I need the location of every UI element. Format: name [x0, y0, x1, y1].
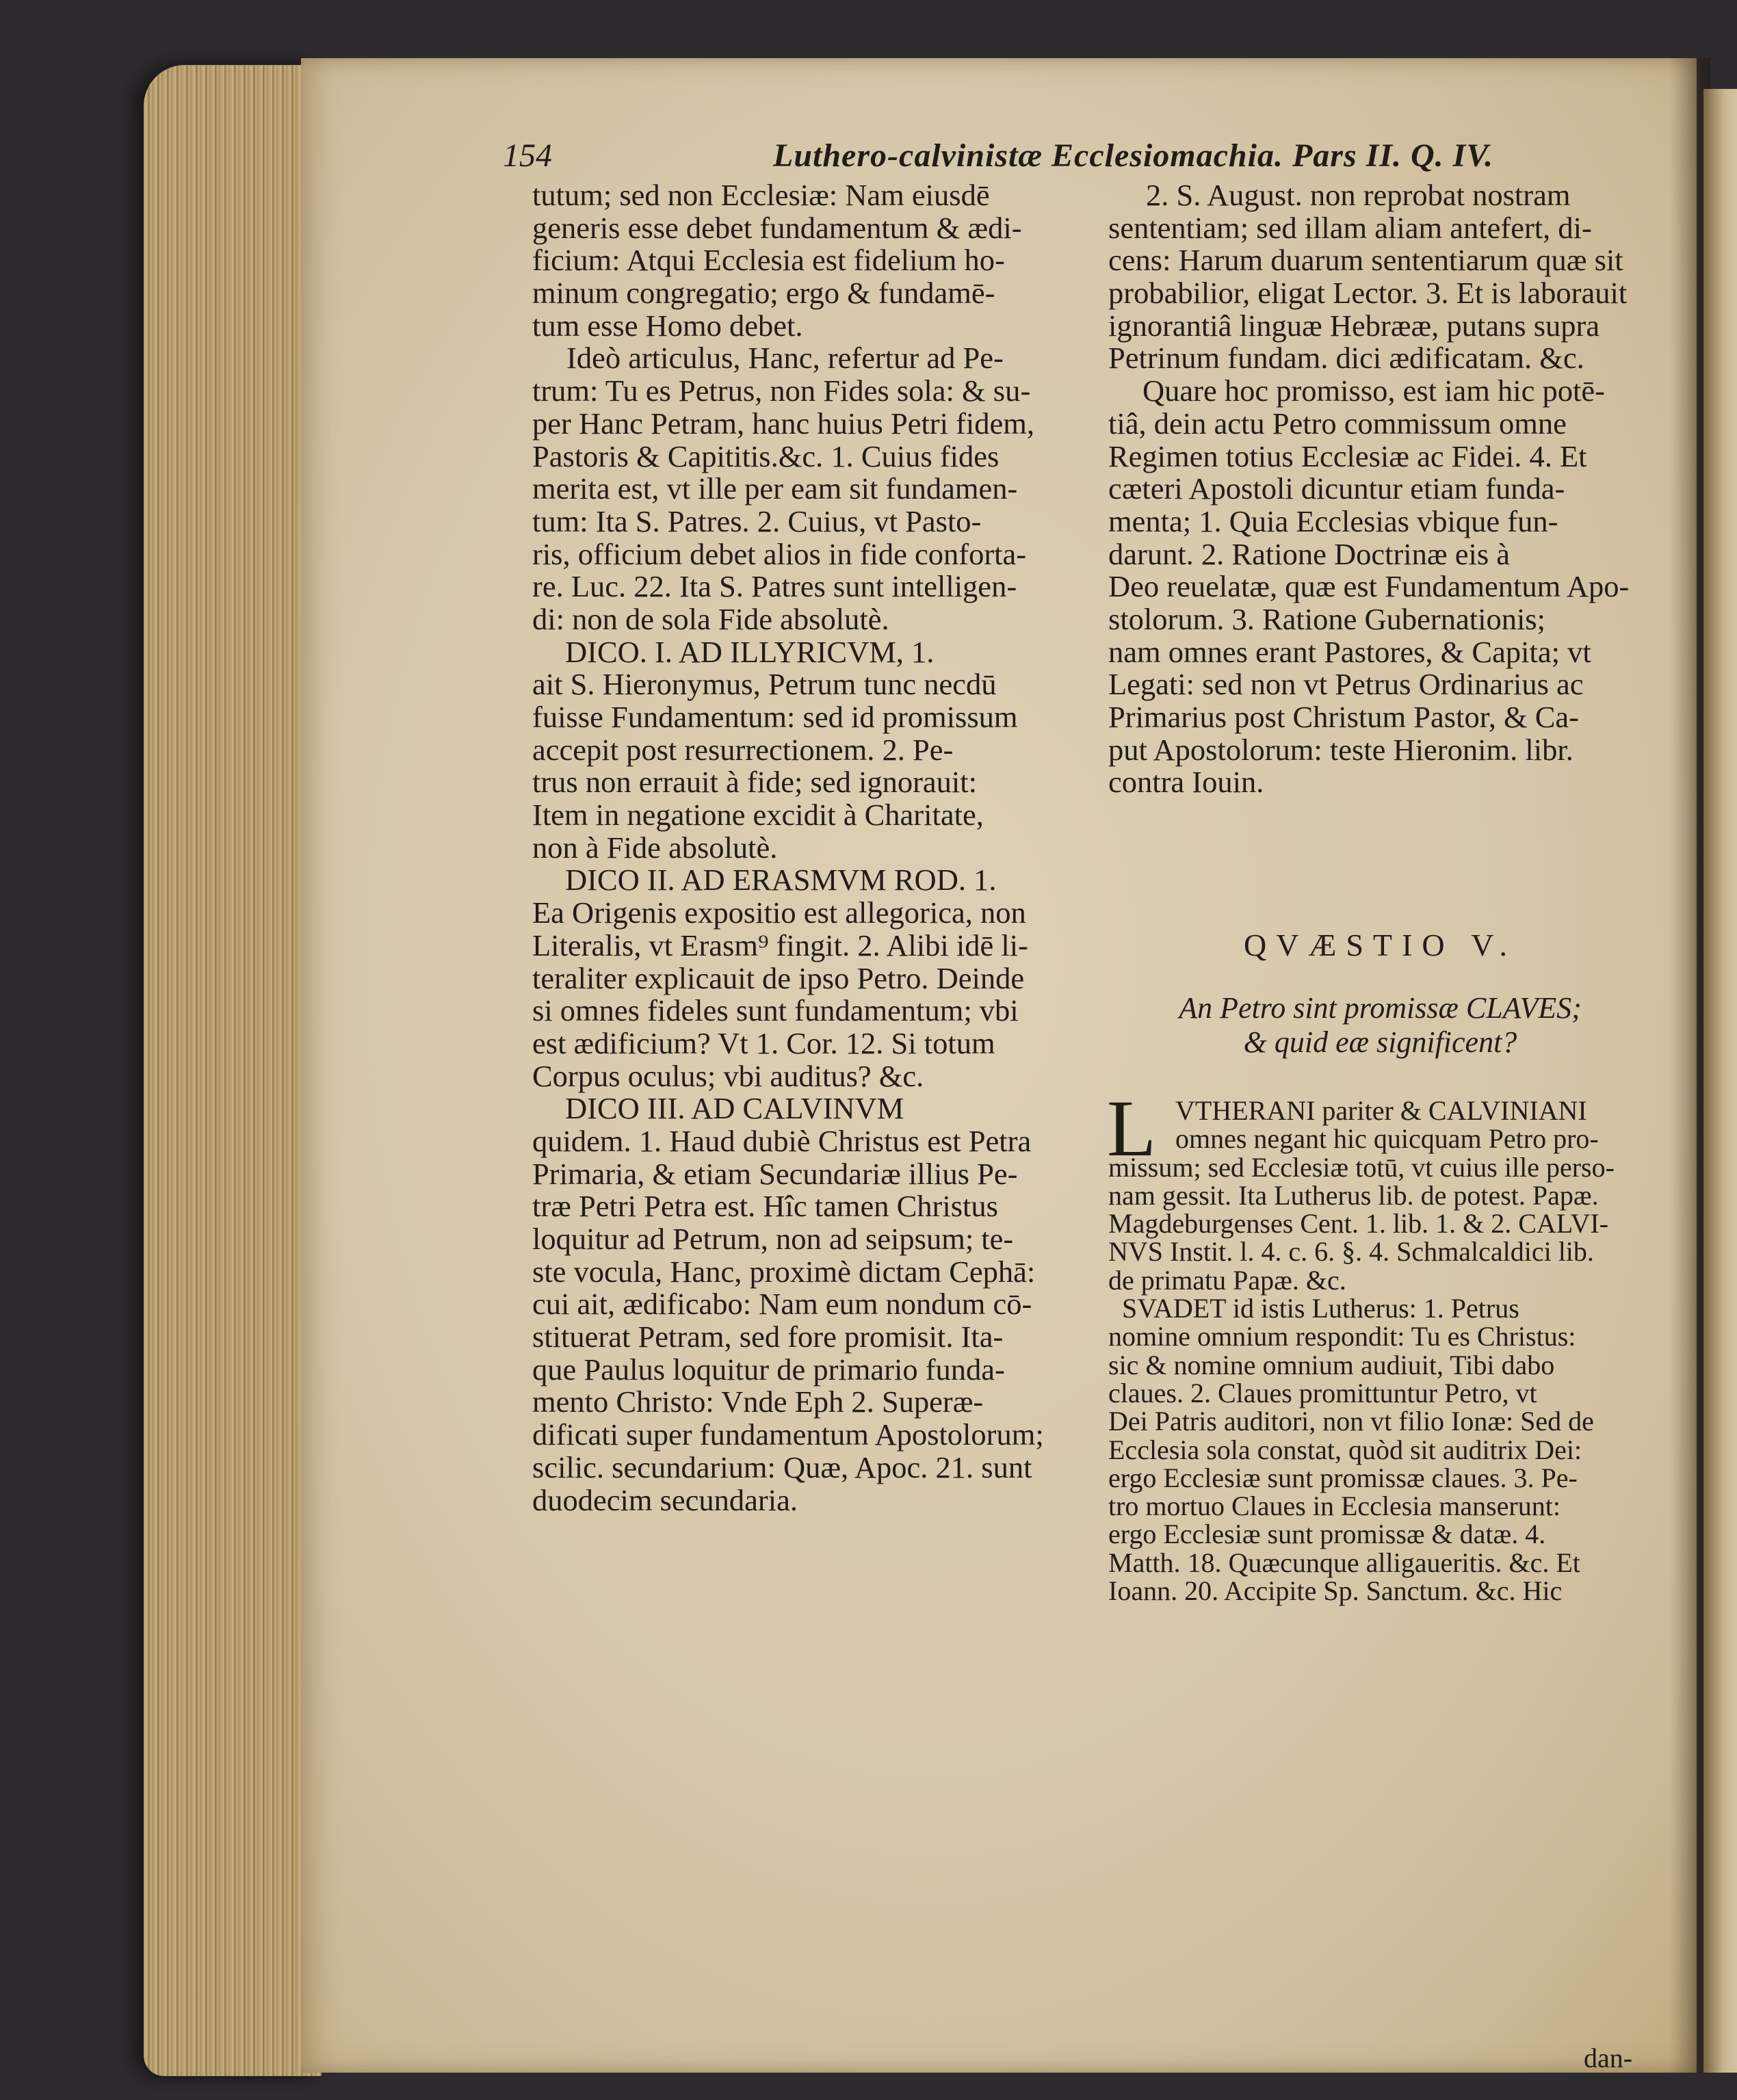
text-line: ficium: Atqui Ecclesia est fidelium ho- — [532, 243, 1005, 278]
text-line: stolorum. 3. Ratione Gubernationis; — [1108, 601, 1545, 636]
text-line: si omnes fideles sunt fundamentum; vbi — [532, 993, 1019, 1028]
text-line: ergo Ecclesiæ sunt promissæ claues. 3. Pe- — [1108, 1462, 1578, 1493]
text-line: ait S. Hieronymus, Petrum tunc necdū — [532, 667, 997, 702]
text-line: Ideò articulus, Hanc, refertur ad Pe- — [566, 341, 1004, 376]
text-line: Quare hoc promisso, est iam hic potē- — [1142, 373, 1605, 408]
text-line: nam gessit. Ita Lutherus lib. de potest. Papæ. — [1108, 1179, 1599, 1211]
text-line: Regimen totius Ecclesiæ ac Fidei. 4. Et — [1108, 438, 1587, 473]
text-line: mento Christo: Vnde Eph 2. Superæ- — [532, 1384, 984, 1419]
text-line: missum; sed Ecclesiæ totū, vt cuius ille perso- — [1108, 1151, 1615, 1183]
text-line: Ecclesia sola constat, quòd sit auditrix Dei: — [1108, 1434, 1582, 1465]
text-line: trum: Tu es Petrus, non Fides sola: & su- — [532, 373, 1031, 408]
catchword: dan- — [1584, 2043, 1633, 2073]
text-line: ignorantiâ linguæ Hebrææ, putans supra — [1108, 308, 1600, 343]
text-line: re. Luc. 22. Ita S. Patres sunt intelligen- — [532, 569, 1017, 604]
text-line: claues. 2. Claues promittuntur Petro, vt — [1108, 1377, 1537, 1408]
text-line: minum congregatio; ergo & fundamē- — [532, 276, 995, 311]
text-line: nomine omnium respondit: Tu es Christus: — [1108, 1321, 1576, 1352]
text-line: SVADET id istis Lutherus: 1. Petrus — [1122, 1293, 1519, 1324]
text-line: que Paulus loquitur de primario funda- — [532, 1352, 1005, 1387]
facing-page-edge — [1703, 89, 1737, 2073]
right-column — [1108, 179, 1652, 799]
text-line: DICO. I. AD ILLYRICVM, 1. — [565, 634, 935, 669]
text-line: Magdeburgenses Cent. 1. lib. 1. & 2. CALVI- — [1108, 1208, 1609, 1239]
left-column — [532, 179, 1114, 1517]
text-line: Ea Origenis expositio est allegorica, non — [532, 895, 1026, 930]
text-line: trus non errauit à fide; sed ignorauit: — [532, 765, 978, 800]
text-line: contra Iouin. — [1108, 765, 1264, 800]
text-line: NVS Instit. l. 4. c. 6. §. 4. Schmalcaldici lib. — [1108, 1236, 1594, 1268]
text-line: Pastoris & Capititis.&c. 1. Cuius fides — [532, 438, 1000, 473]
text-line: cui ait, ædificabo: Nam eum nondum cō- — [532, 1287, 1032, 1322]
question-heading: QVÆSTIO V. — [1243, 928, 1517, 962]
page-edges — [144, 65, 322, 2076]
running-title: Luthero-calvinistæ Ecclesiomachia. Pars II. Q. IV. — [773, 137, 1494, 174]
question-subheading-2: & quid eæ significent? — [1243, 1025, 1517, 1059]
text-line: Primarius post Christum Pastor, & Ca- — [1108, 700, 1579, 734]
text-line: probabilior, eligat Lector. 3. Et is laborauit — [1108, 276, 1628, 311]
text-line: træ Petri Petra est. Hîc tamen Christus — [532, 1189, 998, 1224]
text-line: di: non de sola Fide absolutè. — [532, 601, 889, 636]
text-line: 2. S. August. non reprobat nostram — [1146, 178, 1571, 212]
text-line: stituerat Petram, sed fore promisit. Ita- — [532, 1320, 1004, 1354]
text-line: merita est, vt ille per eam sit fundamen- — [532, 471, 1018, 506]
text-line: cæteri Apostoli dicuntur etiam funda- — [1108, 471, 1565, 506]
text-line: menta; 1. Quia Ecclesias vbique fun- — [1108, 503, 1558, 538]
text-line: sententiam; sed illam aliam antefert, di- — [1108, 210, 1592, 245]
text-line: Ioann. 20. Accipite Sp. Sanctum. &c. Hic — [1108, 1575, 1563, 1607]
text-line: Matth. 18. Quæcunque alligaueritis. &c. Et — [1108, 1547, 1580, 1578]
text-line: ris, officium debet alios in fide conforta- — [532, 536, 1027, 571]
text-line: Dei Patris auditori, non vt filio Ionæ: Sed de — [1108, 1406, 1594, 1437]
text-line: accepit post resurrectionem. 2. Pe- — [532, 732, 954, 767]
text-line: de primatu Papæ. &c. — [1108, 1264, 1346, 1296]
text-line: tum esse Homo debet. — [532, 308, 803, 343]
drop-capital: L — [1107, 1084, 1157, 1173]
text-line: loquitur ad Petrum, non ad seipsum; te- — [532, 1222, 1014, 1256]
text-line: Primaria, & etiam Secundariæ illius Pe- — [532, 1156, 1018, 1191]
question-body — [1108, 1097, 1652, 1605]
text-line: VTHERANI pariter & CALVINIANI — [1175, 1095, 1587, 1126]
text-line: Corpus oculus; vbi auditus? &c. — [532, 1058, 924, 1093]
text-line: sic & nomine omnium audiuit, Tibi dabo — [1108, 1349, 1555, 1380]
text-line: non à Fide absolutè. — [532, 830, 778, 865]
text-line: tiâ, dein actu Petro commissum omne — [1108, 406, 1567, 441]
text-line: tro mortuo Claues in Ecclesia manserunt: — [1108, 1491, 1560, 1522]
text-line: put Apostolorum: teste Hieronim. libr. — [1108, 732, 1573, 767]
text-line: cens: Harum duarum sententiarum quæ sit — [1108, 243, 1623, 278]
text-line: duodecim secundaria. — [532, 1482, 798, 1517]
text-line: Item in negatione excidit à Charitate, — [532, 798, 984, 832]
text-line: tum: Ita S. Patres. 2. Cuius, vt Pasto- — [532, 503, 982, 538]
text-line: Petrinum fundam. dici ædificatam. &c. — [1108, 341, 1584, 376]
question-subheading: An Petro sint promissæ CLAVES; — [1179, 991, 1582, 1025]
text-line: teraliter explicauit de ipso Petro. Deinde — [532, 960, 1025, 995]
text-line: omnes negant hic quicquam Petro pro- — [1175, 1123, 1599, 1155]
text-line: DICO II. AD ERASMVM ROD. 1. — [565, 863, 997, 897]
text-line: est ædificium? Vt 1. Cor. 12. Si totum — [532, 1025, 995, 1060]
text-line: nam omnes erant Pastores, & Capita; vt — [1108, 634, 1591, 669]
text-line: generis esse debet fundamentum & ædi- — [532, 210, 1022, 245]
text-line: dificati super fundamentum Apostolorum; — [532, 1417, 1044, 1452]
text-line: quidem. 1. Haud dubiè Christus est Petra — [532, 1123, 1032, 1158]
text-line: fuisse Fundamentum: sed id promissum — [532, 700, 1018, 734]
text-line: ste vocula, Hanc, proximè dictam Cephā: — [532, 1254, 1036, 1289]
text-line: darunt. 2. Ratione Doctrinæ eis à — [1108, 536, 1511, 571]
text-line: per Hanc Petram, hanc huius Petri fidem, — [532, 406, 1035, 441]
text-line: Deo reuelatæ, quæ est Fundamentum Apo- — [1108, 569, 1630, 604]
text-line: DICO III. AD CALVINVM — [565, 1091, 904, 1126]
text-line: Legati: sed non vt Petrus Ordinarius ac — [1108, 667, 1584, 702]
text-line: Literalis, vt Erasm⁹ fingit. 2. Alibi idē li- — [532, 928, 1028, 962]
text-line: tutum; sed non Ecclesiæ: Nam eiusdē — [532, 178, 990, 212]
text-line: scilic. secundarium: Quæ, Apoc. 21. sunt — [532, 1449, 1032, 1484]
page-number: 154 — [503, 137, 552, 174]
text-line: ergo Ecclesiæ sunt promissæ & datæ. 4. — [1108, 1519, 1546, 1550]
